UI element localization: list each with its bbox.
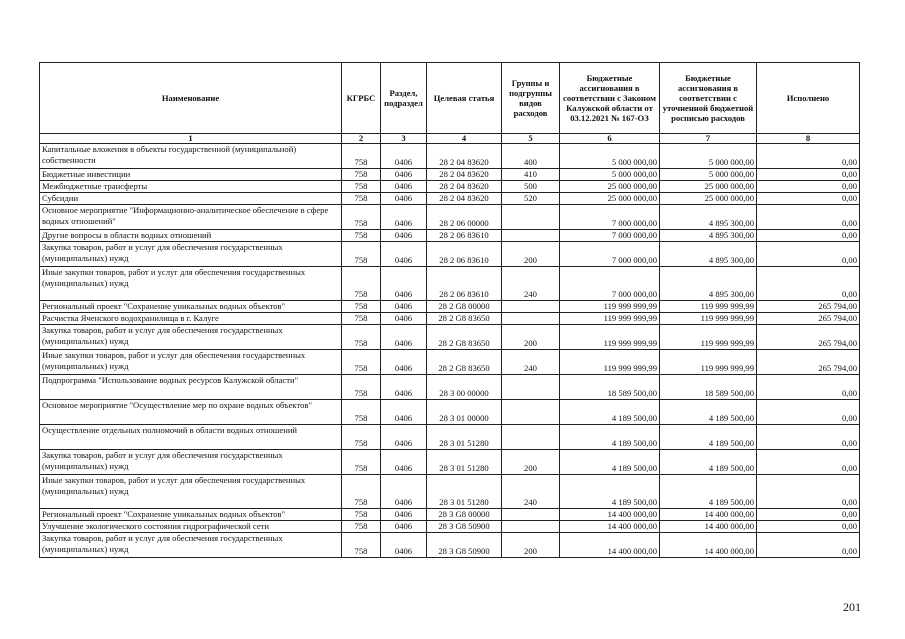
cell-name: Региональный проект "Сохранение уникальных водных объектов" [40,509,342,521]
cell-expense-group: 200 [502,325,560,350]
cell-kgrbs: 758 [342,425,381,450]
cell-revised-appropriation: 4 895 300,00 [660,205,757,230]
cell-revised-appropriation: 4 189 500,00 [660,425,757,450]
cell-kgrbs: 758 [342,301,381,313]
header-name: Наименование [40,63,342,134]
cell-revised-appropriation: 119 999 999,99 [660,301,757,313]
cell-name: Субсидии [40,193,342,205]
col-number: 4 [427,134,502,144]
cell-expense-group: 410 [502,169,560,181]
table-row [40,475,860,509]
cell-revised-appropriation: 14 400 000,00 [660,509,757,521]
cell-name: Улучшение экологического состояния гидрографической сети [40,521,342,533]
cell-name: Иные закупки товаров, работ и услуг для обеспечения государственных (муниципальных) нужд [40,267,342,301]
col-number: 3 [381,134,427,144]
cell-target-article: 28 3 G8 50900 [427,533,502,558]
cell-expense-group [502,509,560,521]
cell-name: Основное мероприятие "Осуществление мер по охране водных объектов" [40,400,342,425]
cell-target-article: 28 3 01 51280 [427,450,502,475]
cell-law-appropriation: 14 400 000,00 [560,509,660,521]
cell-law-appropriation: 4 189 500,00 [560,475,660,509]
cell-law-appropriation: 7 000 000,00 [560,205,660,230]
cell-name: Закупка товаров, работ и услуг для обеспечения государственных (муниципальных) нужд [40,325,342,350]
table-row [40,425,860,450]
cell-law-appropriation: 4 189 500,00 [560,400,660,425]
cell-razdel: 0406 [381,205,427,230]
cell-name: Капитальные вложения в объекты государственной (муниципальной) собственности [40,144,342,169]
cell-expense-group: 520 [502,193,560,205]
cell-law-appropriation: 5 000 000,00 [560,169,660,181]
cell-name: Иные закупки товаров, работ и услуг для обеспечения государственных (муниципальных) нужд [40,475,342,509]
cell-revised-appropriation: 5 000 000,00 [660,169,757,181]
table-row [40,169,860,181]
header-row [40,63,860,134]
cell-name: Закупка товаров, работ и услуг для обеспечения государственных (муниципальных) нужд [40,533,342,558]
cell-revised-appropriation: 4 189 500,00 [660,450,757,475]
cell-target-article: 28 3 01 00000 [427,400,502,425]
cell-expense-group [502,425,560,450]
cell-law-appropriation: 4 189 500,00 [560,450,660,475]
cell-target-article: 28 2 G8 83650 [427,325,502,350]
cell-executed: 0,00 [757,509,860,521]
cell-expense-group [502,313,560,325]
table-row [40,205,860,230]
cell-law-appropriation: 5 000 000,00 [560,144,660,169]
cell-executed: 0,00 [757,144,860,169]
cell-revised-appropriation: 119 999 999,99 [660,313,757,325]
cell-target-article: 28 3 00 00000 [427,375,502,400]
cell-razdel: 0406 [381,242,427,267]
cell-revised-appropriation: 25 000 000,00 [660,181,757,193]
cell-executed: 0,00 [757,425,860,450]
cell-executed: 265 794,00 [757,350,860,375]
cell-razdel: 0406 [381,425,427,450]
cell-razdel: 0406 [381,230,427,242]
page-number: 201 [843,600,861,614]
cell-target-article: 28 2 04 83620 [427,169,502,181]
cell-kgrbs: 758 [342,450,381,475]
table-row [40,193,860,205]
cell-expense-group [502,301,560,313]
cell-kgrbs: 758 [342,313,381,325]
budget-table [39,62,860,558]
header-kgrbs: КГРБС [342,63,381,134]
header-revised-appropriations: Бюджетные ассигнования в соответствии с уточненной бюджетной росписью расходов [660,63,757,134]
table-row [40,533,860,558]
cell-law-appropriation: 119 999 999,99 [560,325,660,350]
cell-executed: 0,00 [757,169,860,181]
cell-revised-appropriation: 25 000 000,00 [660,193,757,205]
col-number: 6 [560,134,660,144]
cell-kgrbs: 758 [342,242,381,267]
cell-executed: 0,00 [757,400,860,425]
cell-kgrbs: 758 [342,181,381,193]
cell-law-appropriation: 18 589 500,00 [560,375,660,400]
cell-expense-group [502,375,560,400]
cell-target-article: 28 2 06 83610 [427,242,502,267]
cell-name: Основное мероприятие "Информационно-аналитическое обеспечение в сфере водных отношений" [40,205,342,230]
cell-executed: 0,00 [757,533,860,558]
cell-target-article: 28 2 G8 83650 [427,350,502,375]
table-row [40,181,860,193]
header-razdel: Раздел, подраздел [381,63,427,134]
cell-expense-group: 200 [502,242,560,267]
table-row [40,325,860,350]
cell-razdel: 0406 [381,533,427,558]
table-row [40,400,860,425]
cell-name: Межбюджетные трансферты [40,181,342,193]
cell-revised-appropriation: 14 400 000,00 [660,533,757,558]
cell-name: Закупка товаров, работ и услуг для обеспечения государственных (муниципальных) нужд [40,242,342,267]
cell-kgrbs: 758 [342,375,381,400]
cell-kgrbs: 758 [342,193,381,205]
cell-razdel: 0406 [381,144,427,169]
cell-expense-group: 240 [502,475,560,509]
col-number: 5 [502,134,560,144]
cell-target-article: 28 2 G8 83650 [427,313,502,325]
cell-expense-group [502,230,560,242]
cell-revised-appropriation: 18 589 500,00 [660,375,757,400]
cell-executed: 0,00 [757,475,860,509]
cell-kgrbs: 758 [342,521,381,533]
cell-razdel: 0406 [381,193,427,205]
cell-executed: 0,00 [757,267,860,301]
cell-kgrbs: 758 [342,325,381,350]
cell-target-article: 28 3 01 51280 [427,425,502,450]
cell-revised-appropriation: 119 999 999,99 [660,350,757,375]
cell-law-appropriation: 119 999 999,99 [560,301,660,313]
cell-name: Закупка товаров, работ и услуг для обеспечения государственных (муниципальных) нужд [40,450,342,475]
cell-razdel: 0406 [381,375,427,400]
cell-kgrbs: 758 [342,230,381,242]
header-executed: Исполнено [757,63,860,134]
col-number: 8 [757,134,860,144]
cell-executed: 0,00 [757,230,860,242]
cell-name: Подпрограмма "Использование водных ресурсов Калужской области" [40,375,342,400]
header-target-article: Целевая статья [427,63,502,134]
cell-kgrbs: 758 [342,533,381,558]
cell-razdel: 0406 [381,521,427,533]
table-row [40,230,860,242]
table-row [40,450,860,475]
cell-razdel: 0406 [381,313,427,325]
cell-razdel: 0406 [381,509,427,521]
cell-executed: 265 794,00 [757,313,860,325]
cell-name: Другие вопросы в области водных отношений [40,230,342,242]
header-law-appropriations: Бюджетные ассигнования в соответствии с Законом Калужской области от 03.12.2021 № 167-ОЗ [560,63,660,134]
table-row [40,242,860,267]
col-number: 7 [660,134,757,144]
cell-target-article: 28 2 04 83620 [427,181,502,193]
col-number: 1 [40,134,342,144]
cell-name: Региональный проект "Сохранение уникальных водных объектов" [40,301,342,313]
cell-expense-group: 200 [502,450,560,475]
cell-executed: 0,00 [757,242,860,267]
cell-expense-group [502,205,560,230]
cell-name: Осуществление отдельных полномочий в области водных отношений [40,425,342,450]
cell-target-article: 28 3 01 51280 [427,475,502,509]
cell-kgrbs: 758 [342,205,381,230]
cell-expense-group: 500 [502,181,560,193]
cell-name: Иные закупки товаров, работ и услуг для обеспечения государственных (муниципальных) нужд [40,350,342,375]
cell-law-appropriation: 25 000 000,00 [560,193,660,205]
cell-expense-group [502,400,560,425]
table-row [40,144,860,169]
cell-executed: 0,00 [757,375,860,400]
table-row [40,313,860,325]
cell-target-article: 28 2 04 83620 [427,144,502,169]
cell-razdel: 0406 [381,400,427,425]
cell-executed: 265 794,00 [757,301,860,313]
cell-kgrbs: 758 [342,267,381,301]
cell-expense-group: 400 [502,144,560,169]
cell-razdel: 0406 [381,350,427,375]
cell-target-article: 28 2 G8 00000 [427,301,502,313]
cell-kgrbs: 758 [342,509,381,521]
table-row [40,350,860,375]
cell-kgrbs: 758 [342,475,381,509]
cell-law-appropriation: 14 400 000,00 [560,521,660,533]
cell-kgrbs: 758 [342,169,381,181]
cell-revised-appropriation: 4 895 300,00 [660,242,757,267]
cell-revised-appropriation: 4 189 500,00 [660,475,757,509]
cell-target-article: 28 2 06 00000 [427,205,502,230]
cell-revised-appropriation: 14 400 000,00 [660,521,757,533]
cell-razdel: 0406 [381,267,427,301]
cell-revised-appropriation: 5 000 000,00 [660,144,757,169]
cell-target-article: 28 3 G8 00000 [427,509,502,521]
cell-name: Расчистка Яченского водохранилища в г. Калуге [40,313,342,325]
cell-law-appropriation: 25 000 000,00 [560,181,660,193]
cell-expense-group: 200 [502,533,560,558]
cell-target-article: 28 3 G8 50900 [427,521,502,533]
cell-name: Бюджетные инвестиции [40,169,342,181]
cell-expense-group: 240 [502,267,560,301]
table-row [40,521,860,533]
cell-razdel: 0406 [381,301,427,313]
cell-law-appropriation: 119 999 999,99 [560,313,660,325]
cell-target-article: 28 2 06 83610 [427,230,502,242]
cell-revised-appropriation: 119 999 999,99 [660,325,757,350]
cell-law-appropriation: 4 189 500,00 [560,425,660,450]
cell-law-appropriation: 14 400 000,00 [560,533,660,558]
table-row [40,509,860,521]
cell-kgrbs: 758 [342,400,381,425]
cell-target-article: 28 2 04 83620 [427,193,502,205]
cell-law-appropriation: 119 999 999,99 [560,350,660,375]
cell-executed: 0,00 [757,205,860,230]
cell-executed: 0,00 [757,450,860,475]
cell-revised-appropriation: 4 189 500,00 [660,400,757,425]
cell-law-appropriation: 7 000 000,00 [560,267,660,301]
cell-executed: 265 794,00 [757,325,860,350]
cell-razdel: 0406 [381,325,427,350]
cell-executed: 0,00 [757,521,860,533]
table-row [40,375,860,400]
cell-target-article: 28 2 06 83610 [427,267,502,301]
column-number-row [40,134,860,144]
cell-razdel: 0406 [381,169,427,181]
cell-razdel: 0406 [381,475,427,509]
cell-razdel: 0406 [381,450,427,475]
cell-law-appropriation: 7 000 000,00 [560,242,660,267]
cell-kgrbs: 758 [342,144,381,169]
table-row [40,301,860,313]
cell-executed: 0,00 [757,181,860,193]
col-number: 2 [342,134,381,144]
cell-revised-appropriation: 4 895 300,00 [660,267,757,301]
header-expense-groups: Группы и подгруппы видов расходов [502,63,560,134]
cell-expense-group [502,521,560,533]
cell-expense-group: 240 [502,350,560,375]
cell-razdel: 0406 [381,181,427,193]
cell-law-appropriation: 7 000 000,00 [560,230,660,242]
cell-kgrbs: 758 [342,350,381,375]
cell-executed: 0,00 [757,193,860,205]
table-row [40,267,860,301]
cell-revised-appropriation: 4 895 300,00 [660,230,757,242]
